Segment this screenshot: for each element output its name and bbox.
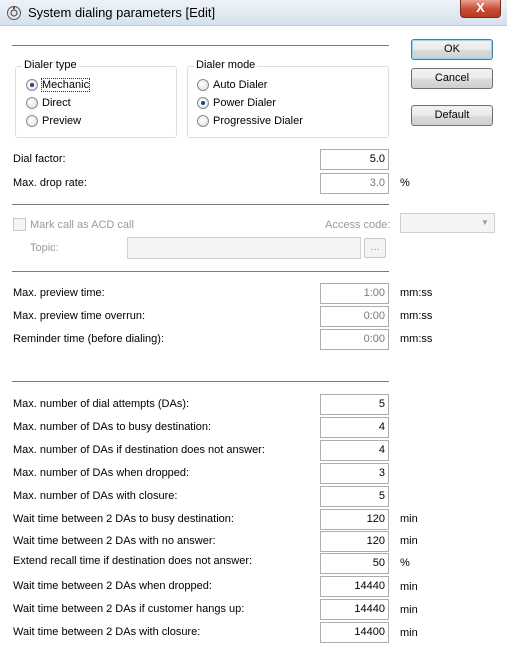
topic-input[interactable] — [127, 237, 361, 259]
radio-direct[interactable] — [26, 97, 71, 113]
dialer-mode-title: Dialer mode — [196, 59, 256, 71]
separator — [12, 45, 389, 47]
topic-browse-button[interactable]: ... — [364, 238, 386, 258]
max-das-no-answer-input[interactable]: 4 — [320, 440, 389, 461]
acd-checkbox-label: Mark call as ACD call — [30, 219, 134, 231]
radio-power-dialer[interactable] — [197, 97, 276, 113]
radio-button-icon — [197, 97, 209, 109]
separator — [12, 381, 389, 383]
timing-unit: mm:ss — [400, 287, 433, 299]
attempt-label: Wait time between 2 DAs with no answer: — [13, 535, 216, 547]
close-icon: X — [476, 0, 485, 15]
ok-button[interactable]: OK — [411, 39, 493, 60]
attempt-label: Wait time between 2 DAs to busy destination: — [13, 513, 234, 525]
timing-unit: mm:ss — [400, 310, 433, 322]
max-das-closure-input[interactable]: 5 — [320, 486, 389, 507]
separator — [12, 271, 389, 273]
default-button[interactable]: Default — [411, 105, 493, 126]
drop-rate-unit: % — [400, 177, 410, 189]
attempt-unit: % — [400, 557, 410, 569]
dialer-type-group — [15, 59, 177, 138]
wait-closure-input[interactable]: 14400 — [320, 622, 389, 643]
radio-label: Mechanic — [42, 79, 90, 92]
wait-hangs-up-input[interactable]: 14440 — [320, 599, 389, 620]
attempt-label: Wait time between 2 DAs when dropped: — [13, 580, 212, 592]
attempt-label: Max. number of dial attempts (DAs): — [13, 398, 190, 410]
radio-button-icon — [26, 97, 38, 109]
timing-label: Max. preview time overrun: — [13, 310, 146, 322]
radio-progressive-dialer[interactable] — [197, 115, 303, 131]
extend-recall-input[interactable]: 50 — [320, 553, 389, 574]
dialer-mode-group — [187, 59, 389, 138]
dialer-type-title: Dialer type — [24, 59, 77, 71]
attempt-unit: min — [400, 535, 418, 547]
radio-button-icon — [26, 115, 38, 127]
radio-button-icon — [26, 79, 38, 91]
acd-checkbox[interactable] — [13, 218, 26, 231]
radio-label: Auto Dialer — [213, 79, 268, 92]
window-title: System dialing parameters [Edit] — [28, 5, 216, 20]
max-preview-overrun-input[interactable]: 0:00 — [320, 306, 389, 327]
dialog-body — [0, 26, 507, 656]
topic-label: Topic: — [30, 242, 59, 254]
close-button[interactable] — [460, 0, 501, 18]
max-preview-time-input[interactable]: 1:00 — [320, 283, 389, 304]
attempt-unit: min — [400, 604, 418, 616]
attempt-label: Wait time between 2 DAs if customer hangs up: — [13, 603, 245, 615]
max-dial-attempts-input[interactable]: 5 — [320, 394, 389, 415]
wait-no-answer-input[interactable]: 120 — [320, 531, 389, 552]
attempt-label: Max. number of DAs to busy destination: — [13, 421, 212, 433]
chevron-down-icon: ▼ — [481, 218, 489, 227]
attempt-label: Extend recall time if destination does not answer: — [13, 555, 253, 567]
attempt-unit: min — [400, 627, 418, 639]
access-code-label: Access code: — [325, 219, 391, 231]
max-das-dropped-input[interactable]: 3 — [320, 463, 389, 484]
radio-mechanic[interactable] — [26, 79, 89, 95]
title-bar — [0, 0, 507, 26]
attempt-label: Max. number of DAs if destination does not answer: — [13, 444, 265, 456]
timing-label: Reminder time (before dialing): — [13, 333, 165, 345]
radio-auto-dialer[interactable] — [197, 79, 267, 95]
dial-factor-label: Dial factor: — [13, 153, 66, 165]
attempt-label: Max. number of DAs when dropped: — [13, 467, 190, 479]
radio-button-icon — [197, 115, 209, 127]
separator — [12, 204, 389, 206]
timing-unit: mm:ss — [400, 333, 433, 345]
attempt-unit: min — [400, 513, 418, 525]
max-drop-rate-input[interactable]: 3.0 — [320, 173, 389, 194]
radio-label: Progressive Dialer — [213, 115, 303, 128]
radio-button-icon — [197, 79, 209, 91]
radio-label: Direct — [42, 97, 71, 110]
max-das-busy-input[interactable]: 4 — [320, 417, 389, 438]
attempt-label: Wait time between 2 DAs with closure: — [13, 626, 201, 638]
timing-label: Max. preview time: — [13, 287, 105, 299]
cancel-button[interactable]: Cancel — [411, 68, 493, 89]
radio-label: Preview — [42, 115, 82, 128]
attempt-label: Max. number of DAs with closure: — [13, 490, 178, 502]
max-drop-rate-label: Max. drop rate: — [13, 177, 87, 189]
radio-label: Power Dialer — [213, 97, 276, 110]
reminder-time-input[interactable]: 0:00 — [320, 329, 389, 350]
dial-factor-input[interactable]: 5.0 — [320, 149, 389, 170]
wait-dropped-input[interactable]: 14440 — [320, 576, 389, 597]
access-code-select[interactable] — [400, 213, 495, 233]
app-icon — [6, 5, 22, 21]
wait-busy-input[interactable]: 120 — [320, 509, 389, 530]
radio-preview[interactable] — [26, 115, 81, 131]
attempt-unit: min — [400, 581, 418, 593]
